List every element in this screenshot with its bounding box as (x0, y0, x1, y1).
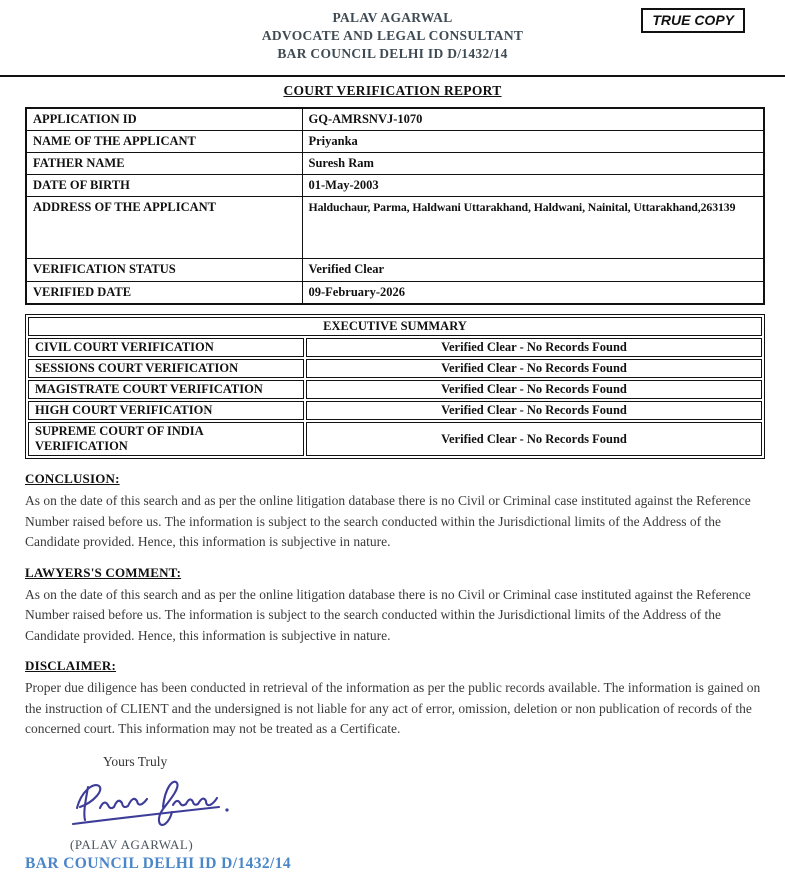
page-title: COURT VERIFICATION REPORT (283, 83, 502, 98)
signer-bar-council-id: BAR COUNCIL DELHI ID D/1432/14 (25, 854, 292, 872)
field-label-date-of-birth: DATE OF BIRTH (26, 174, 302, 196)
header-divider (0, 75, 785, 77)
table-row (26, 196, 764, 258)
signer-name: (PALAV AGARWAL) (70, 836, 194, 852)
field-value-sessions-court: Verified Clear - No Records Found (306, 359, 762, 378)
field-value-application-id: GQ-AMRSNVJ-1070 (302, 108, 764, 130)
field-value-high-court: Verified Clear - No Records Found (306, 401, 762, 420)
executive-summary-table (25, 314, 765, 459)
field-label-application-id: APPLICATION ID (26, 108, 302, 130)
table-row (26, 130, 764, 152)
field-value-verification-status: Verified Clear (302, 258, 764, 281)
lawyers-comment-heading: LAWYERS'S COMMENT: (25, 564, 182, 580)
disclaimer-text: Proper due diligence has been conducted in retrieval of the information as per the public records available. The information is gained on the instruction of CLIENT and the undersigned is not liable for any act of error, omission, deletion or non publication of records of the concerned court. This information may not be treated as a Certificate. (25, 680, 761, 737)
field-label-verified-date: VERIFIED DATE (26, 281, 302, 304)
table-row (26, 281, 764, 304)
table-row (26, 152, 764, 174)
table-row (28, 338, 762, 357)
conclusion-heading: CONCLUSION: (25, 471, 120, 486)
conclusion-section (25, 470, 765, 553)
field-value-civil-court: Verified Clear - No Records Found (306, 338, 762, 357)
field-value-father-name: Suresh Ram (302, 152, 764, 174)
table-row (28, 317, 762, 336)
advocate-name: PALAV AGARWAL (332, 10, 453, 25)
executive-summary-header: EXECUTIVE SUMMARY (28, 317, 762, 336)
field-label-civil-court: CIVIL COURT VERIFICATION (28, 338, 304, 357)
true-copy-stamp: TRUE COPY (641, 8, 745, 33)
lawyers-comment-section (25, 564, 765, 647)
field-label-verification-status: VERIFICATION STATUS (26, 258, 302, 281)
field-label-supreme-court: SUPREME COURT OF INDIA VERIFICATION (28, 422, 304, 456)
advocate-designation: ADVOCATE AND LEGAL CONSULTANT (261, 28, 524, 43)
field-label-magistrate-court: MAGISTRATE COURT VERIFICATION (28, 380, 304, 399)
signature-ink-strokes (67, 774, 247, 832)
field-value-date-of-birth: 01-May-2003 (302, 174, 764, 196)
applicant-info-table (25, 107, 765, 305)
field-label-applicant-name: NAME OF THE APPLICANT (26, 130, 302, 152)
table-row (26, 174, 764, 196)
table-row (26, 258, 764, 281)
field-label-high-court: HIGH COURT VERIFICATION (28, 401, 304, 420)
lawyers-comment-text: As on the date of this search and as per the online litigation database there is no Civil or Criminal case instituted against the Reference Number raised before us. The information is subject to the search conducted within the Jurisdictional limits of the Address of the Candidate provided. Hence, this information is subjective in nature. (25, 586, 751, 643)
document-body (25, 107, 765, 873)
table-row (28, 401, 762, 420)
field-value-verified-date: 09-February-2026 (302, 281, 764, 304)
field-value-applicant-name: Priyanka (302, 130, 764, 152)
table-row (28, 422, 762, 456)
table-row (28, 359, 762, 378)
field-label-sessions-court: SESSIONS COURT VERIFICATION (28, 359, 304, 378)
disclaimer-heading: DISCLAIMER: (25, 658, 117, 674)
field-value-magistrate-court: Verified Clear - No Records Found (306, 380, 762, 399)
advocate-bar-id: BAR COUNCIL DELHI ID D/1432/14 (277, 46, 508, 61)
conclusion-text: As on the date of this search and as per the online litigation database there is no Civil or Criminal case instituted against the Reference Number raised before us. The information is subject to the search conducted within the Jurisdictional limits of the Address of the Candidate provided. Hence, this information is subjective in nature. (25, 493, 751, 550)
table-row (26, 108, 764, 130)
field-label-address: ADDRESS OF THE APPLICANT (26, 196, 302, 258)
salutation: Yours Truly (103, 753, 168, 769)
field-value-supreme-court: Verified Clear - No Records Found (306, 422, 762, 456)
field-value-address: Halduchaur, Parma, Haldwani Uttarakhand, Haldwani, Nainital, Uttarakhand,263139 (302, 196, 764, 258)
field-label-father-name: FATHER NAME (26, 152, 302, 174)
table-row (28, 380, 762, 399)
signature-palav-agarwal (67, 774, 765, 837)
disclaimer-section (25, 657, 765, 740)
